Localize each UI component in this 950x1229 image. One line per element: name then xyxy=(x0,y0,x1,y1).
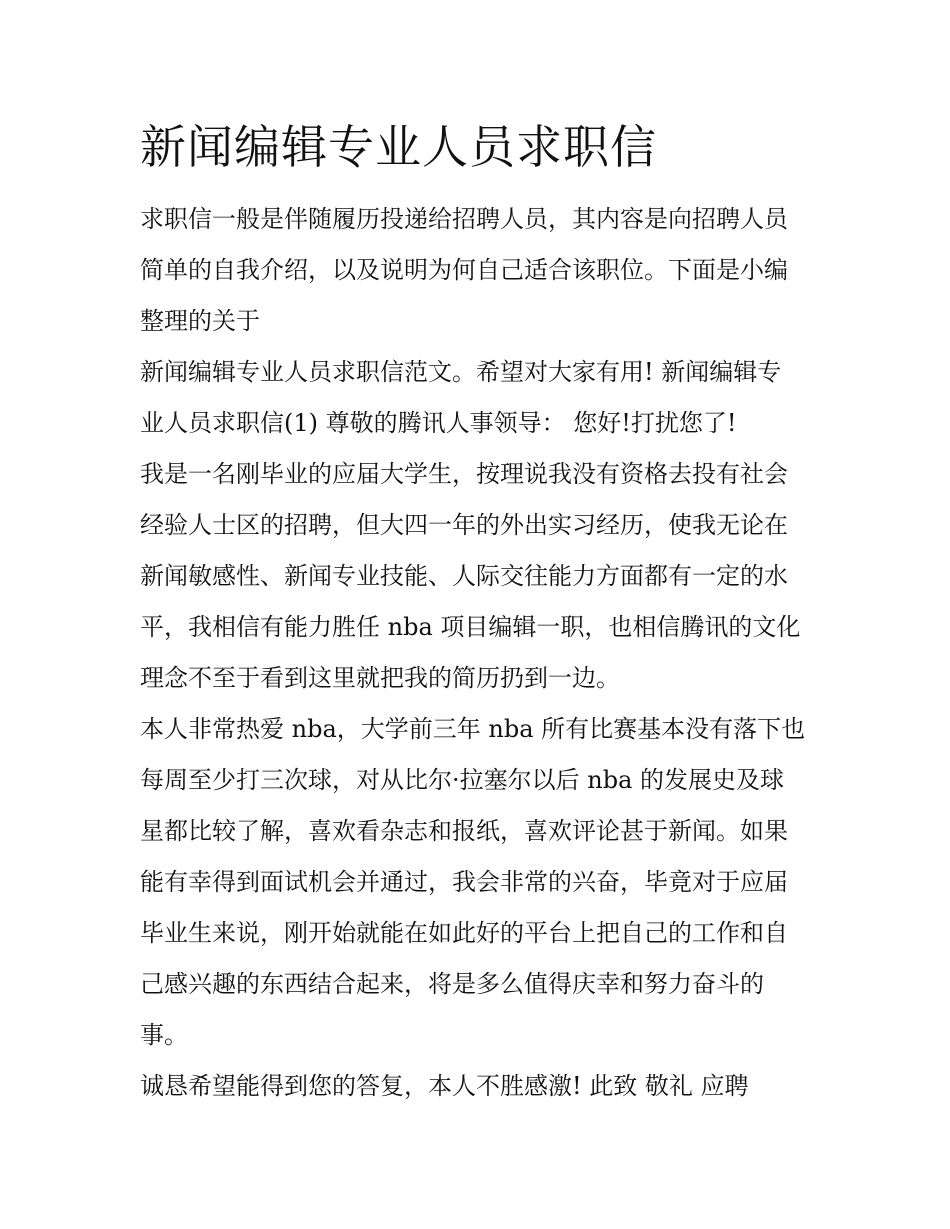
body-line: 求职信一般是伴随履历投递给招聘人员，其内容是向招聘人员 xyxy=(140,205,788,233)
body-line: 理念不至于看到这里就把我的简历扔到一边。 xyxy=(140,664,620,692)
body-line: 每周至少打三次球，对从比尔·拉塞尔以后 nba 的发展史及球 xyxy=(140,766,785,794)
body-line: 诚恳希望能得到您的答复，本人不胜感激! 此致 敬礼 应聘 xyxy=(140,1072,749,1100)
document-title: 新闻编辑专业人员求职信 xyxy=(140,120,657,174)
body-line: 事。 xyxy=(140,1021,188,1049)
body-line: 简单的自我介绍，以及说明为何自己适合该职位。下面是小编 xyxy=(140,256,788,284)
body-line: 业人员求职信(1) 尊敬的腾讯人事领导： 您好!打扰您了! xyxy=(140,409,737,437)
body-line: 新闻敏感性、新闻专业技能、人际交往能力方面都有一定的水 xyxy=(140,562,788,590)
body-line: 能有幸得到面试机会并通过，我会非常的兴奋，毕竟对于应届 xyxy=(140,868,788,896)
body-line: 本人非常热爱 nba，大学前三年 nba 所有比赛基本没有落下也 xyxy=(140,715,806,743)
body-line: 星都比较了解，喜欢看杂志和报纸，喜欢评论甚于新闻。如果 xyxy=(140,817,788,845)
body-line: 平，我相信有能力胜任 nba 项目编辑一职，也相信腾讯的文化 xyxy=(140,613,801,641)
body-line: 经验人士区的招聘，但大四一年的外出实习经历，使我无论在 xyxy=(140,511,788,539)
body-line: 毕业生来说，刚开始就能在如此好的平台上把自己的工作和自 xyxy=(140,919,788,947)
body-line: 己感兴趣的东西结合起来，将是多么值得庆幸和努力奋斗的 xyxy=(140,970,764,998)
body-line: 整理的关于 xyxy=(140,307,260,335)
body-line: 我是一名刚毕业的应届大学生，按理说我没有资格去投有社会 xyxy=(140,460,788,488)
body-line: 新闻编辑专业人员求职信范文。希望对大家有用! 新闻编辑专 xyxy=(140,358,782,386)
